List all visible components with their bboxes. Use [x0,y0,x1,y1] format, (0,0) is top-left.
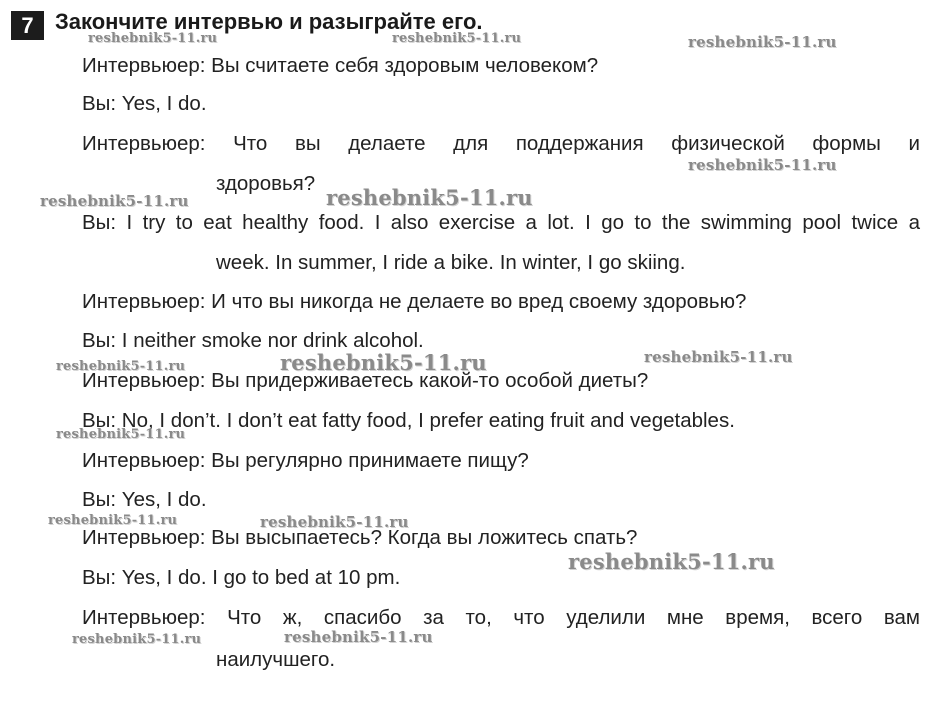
dialogue-line: Интервьюер: Что вы делаете для поддержания физической формы и [82,132,920,155]
watermark: reshebnik5-11.ru [260,513,409,531]
dialogue-line: наилучшего. [216,648,336,671]
task-number-badge: 7 [11,11,44,40]
dialogue-line: Интервьюер: И что вы никогда не делаете во вред своему здоровью? [82,290,747,313]
dialogue-line: Вы: Yes, I do. [82,488,207,511]
dialogue-line: Вы: Yes, I do. I go to bed at 10 pm. [82,566,401,589]
watermark: reshebnik5-11.ru [326,185,533,210]
watermark: reshebnik5-11.ru [88,31,218,46]
watermark: reshebnik5-11.ru [280,350,487,375]
watermark: reshebnik5-11.ru [72,632,202,647]
dialogue-line: week. In summer, I ride a bike. In winter, I go skiing. [216,251,686,274]
watermark: reshebnik5-11.ru [688,33,837,51]
dialogue-line: Вы: Yes, I do. [82,92,207,115]
dialogue-line: Вы: No, I don’t. I don’t eat fatty food, I prefer eating fruit and vegetables. [82,409,735,432]
watermark: reshebnik5-11.ru [688,156,837,174]
watermark: reshebnik5-11.ru [56,427,186,442]
dialogue-line: здоровья? [216,172,316,195]
dialogue-line: Интервьюер: Что ж, спасибо за то, что уделили мне время, всего вам [82,606,920,629]
watermark: reshebnik5-11.ru [284,628,433,646]
watermark: reshebnik5-11.ru [56,359,186,374]
watermark: reshebnik5-11.ru [48,513,178,528]
dialogue-line: Интервьюер: Вы придерживаетесь какой-то особой диеты? [82,369,649,392]
watermark: reshebnik5-11.ru [644,348,793,366]
watermark: reshebnik5-11.ru [568,549,775,574]
task-title: Закончите интервью и разыграйте его. [55,9,483,34]
dialogue-line: Вы: I try to eat healthy food. I also exercise a lot. I go to the swimming pool twice a [82,211,920,234]
watermark: reshebnik5-11.ru [40,192,189,210]
watermark: reshebnik5-11.ru [392,31,522,46]
dialogue-line: Интервьюер: Вы считаете себя здоровым человеком? [82,54,599,77]
dialogue-line: Интервьюер: Вы регулярно принимаете пищу? [82,449,529,472]
dialogue-line: Вы: I neither smoke nor drink alcohol. [82,329,424,352]
dialogue-line: Интервьюер: Вы высыпаетесь? Когда вы ложитесь спать? [82,526,638,549]
